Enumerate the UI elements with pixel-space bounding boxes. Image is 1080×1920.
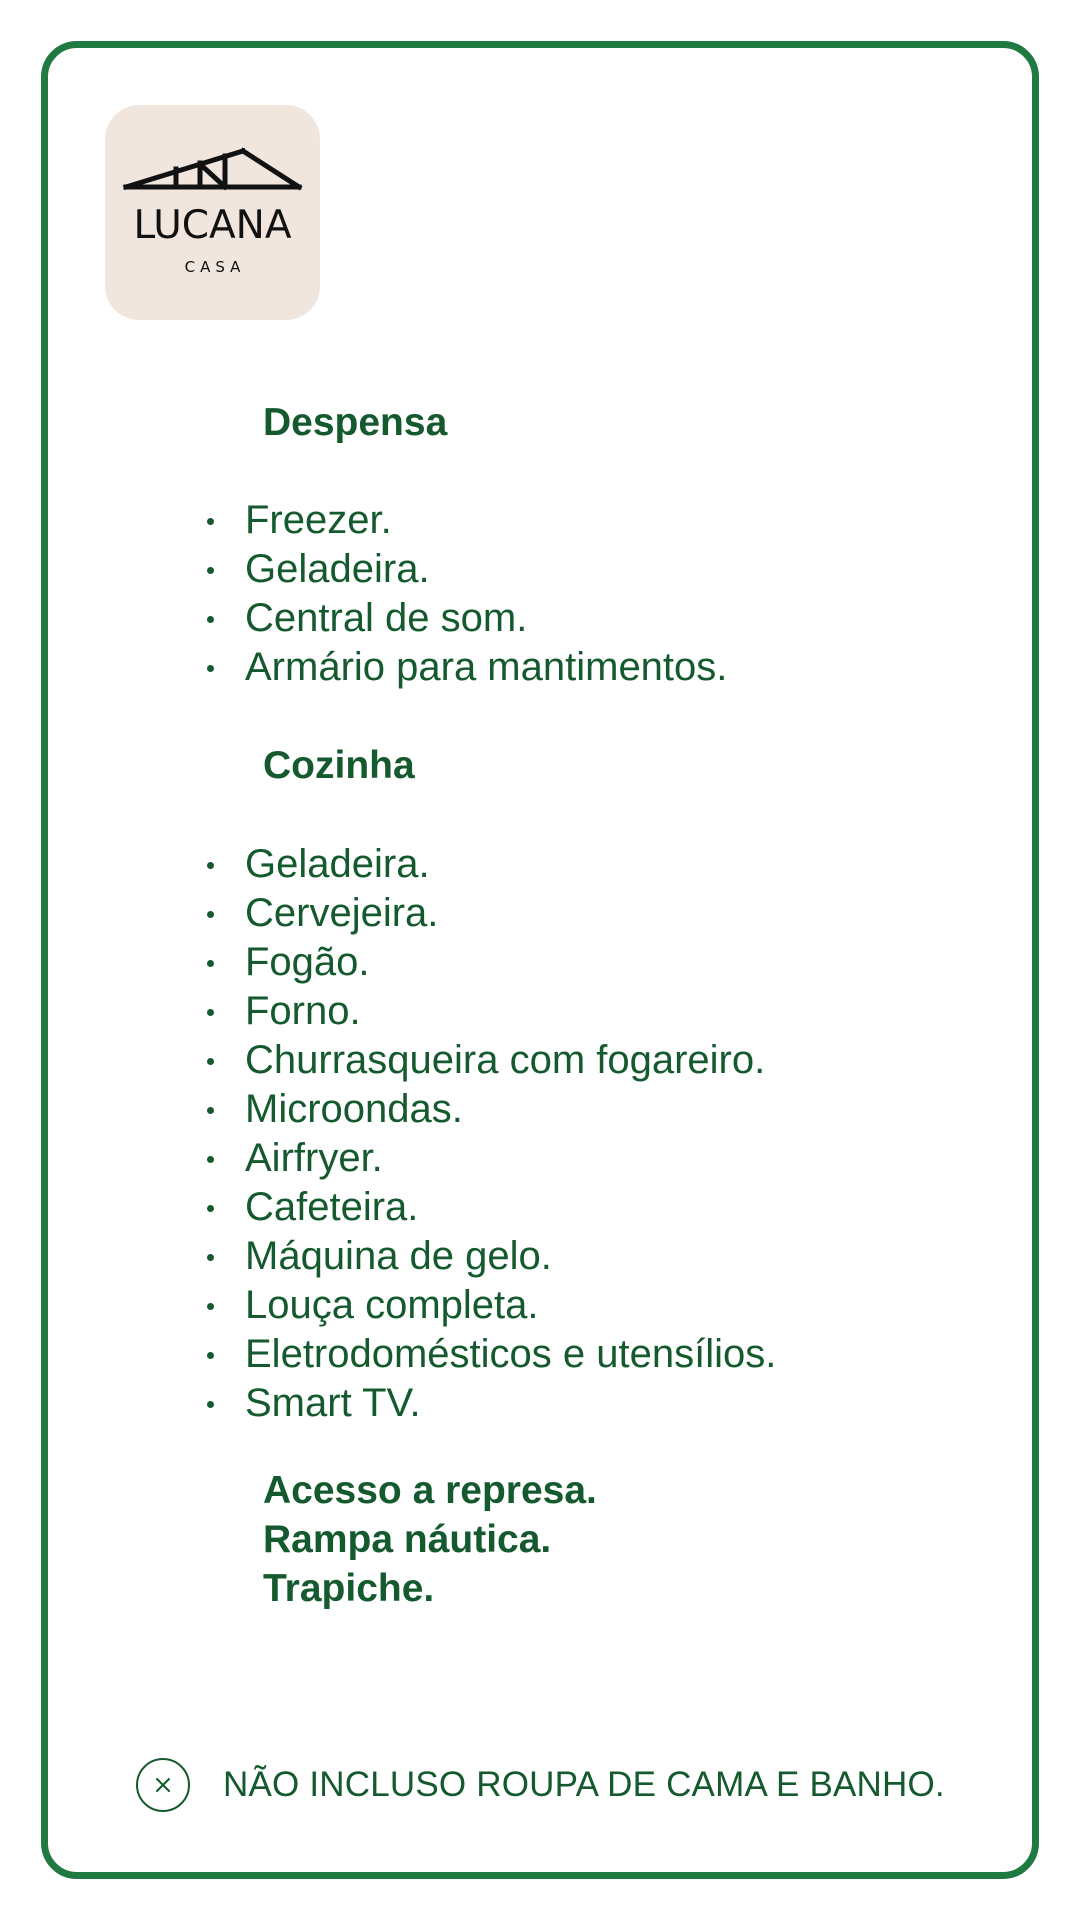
list-item: Armário para mantimentos. <box>200 643 727 692</box>
close-circle-icon <box>135 1757 191 1813</box>
list-item: Máquina de gelo. <box>200 1232 776 1281</box>
list-item: Fogão. <box>200 938 776 987</box>
list-item: Microondas. <box>200 1085 776 1134</box>
list-item: Geladeira. <box>200 840 776 889</box>
list-item: Freezer. <box>200 496 727 545</box>
brand-subtitle: CASA <box>184 258 246 276</box>
despensa-list <box>200 496 727 692</box>
list-item: Churrasqueira com fogareiro. <box>200 1036 776 1085</box>
brand-logo <box>105 105 320 320</box>
list-item: Central de som. <box>200 594 727 643</box>
brand-name: LUCANA <box>133 203 292 248</box>
list-item: Smart TV. <box>200 1379 776 1428</box>
extra-item-represa: Acesso a represa. <box>263 1469 597 1512</box>
not-included-notice <box>135 1756 945 1814</box>
list-item: Cervejeira. <box>200 889 776 938</box>
list-item: Eletrodomésticos e utensílios. <box>200 1330 776 1379</box>
section-title-despensa: Despensa <box>263 401 448 444</box>
list-item: Forno. <box>200 987 776 1036</box>
section-title-cozinha: Cozinha <box>263 744 415 787</box>
extra-item-rampa: Rampa náutica. <box>263 1518 552 1561</box>
list-item: Geladeira. <box>200 545 727 594</box>
list-item: Airfryer. <box>200 1134 776 1183</box>
extras-list <box>263 1466 597 1613</box>
list-item: Louça completa. <box>200 1281 776 1330</box>
list-item: Cafeteira. <box>200 1183 776 1232</box>
extra-item-trapiche: Trapiche. <box>263 1567 435 1610</box>
notice-text: NÃO INCLUSO ROUPA DE CAMA E BANHO. <box>223 1765 945 1804</box>
cozinha-list <box>200 840 776 1428</box>
